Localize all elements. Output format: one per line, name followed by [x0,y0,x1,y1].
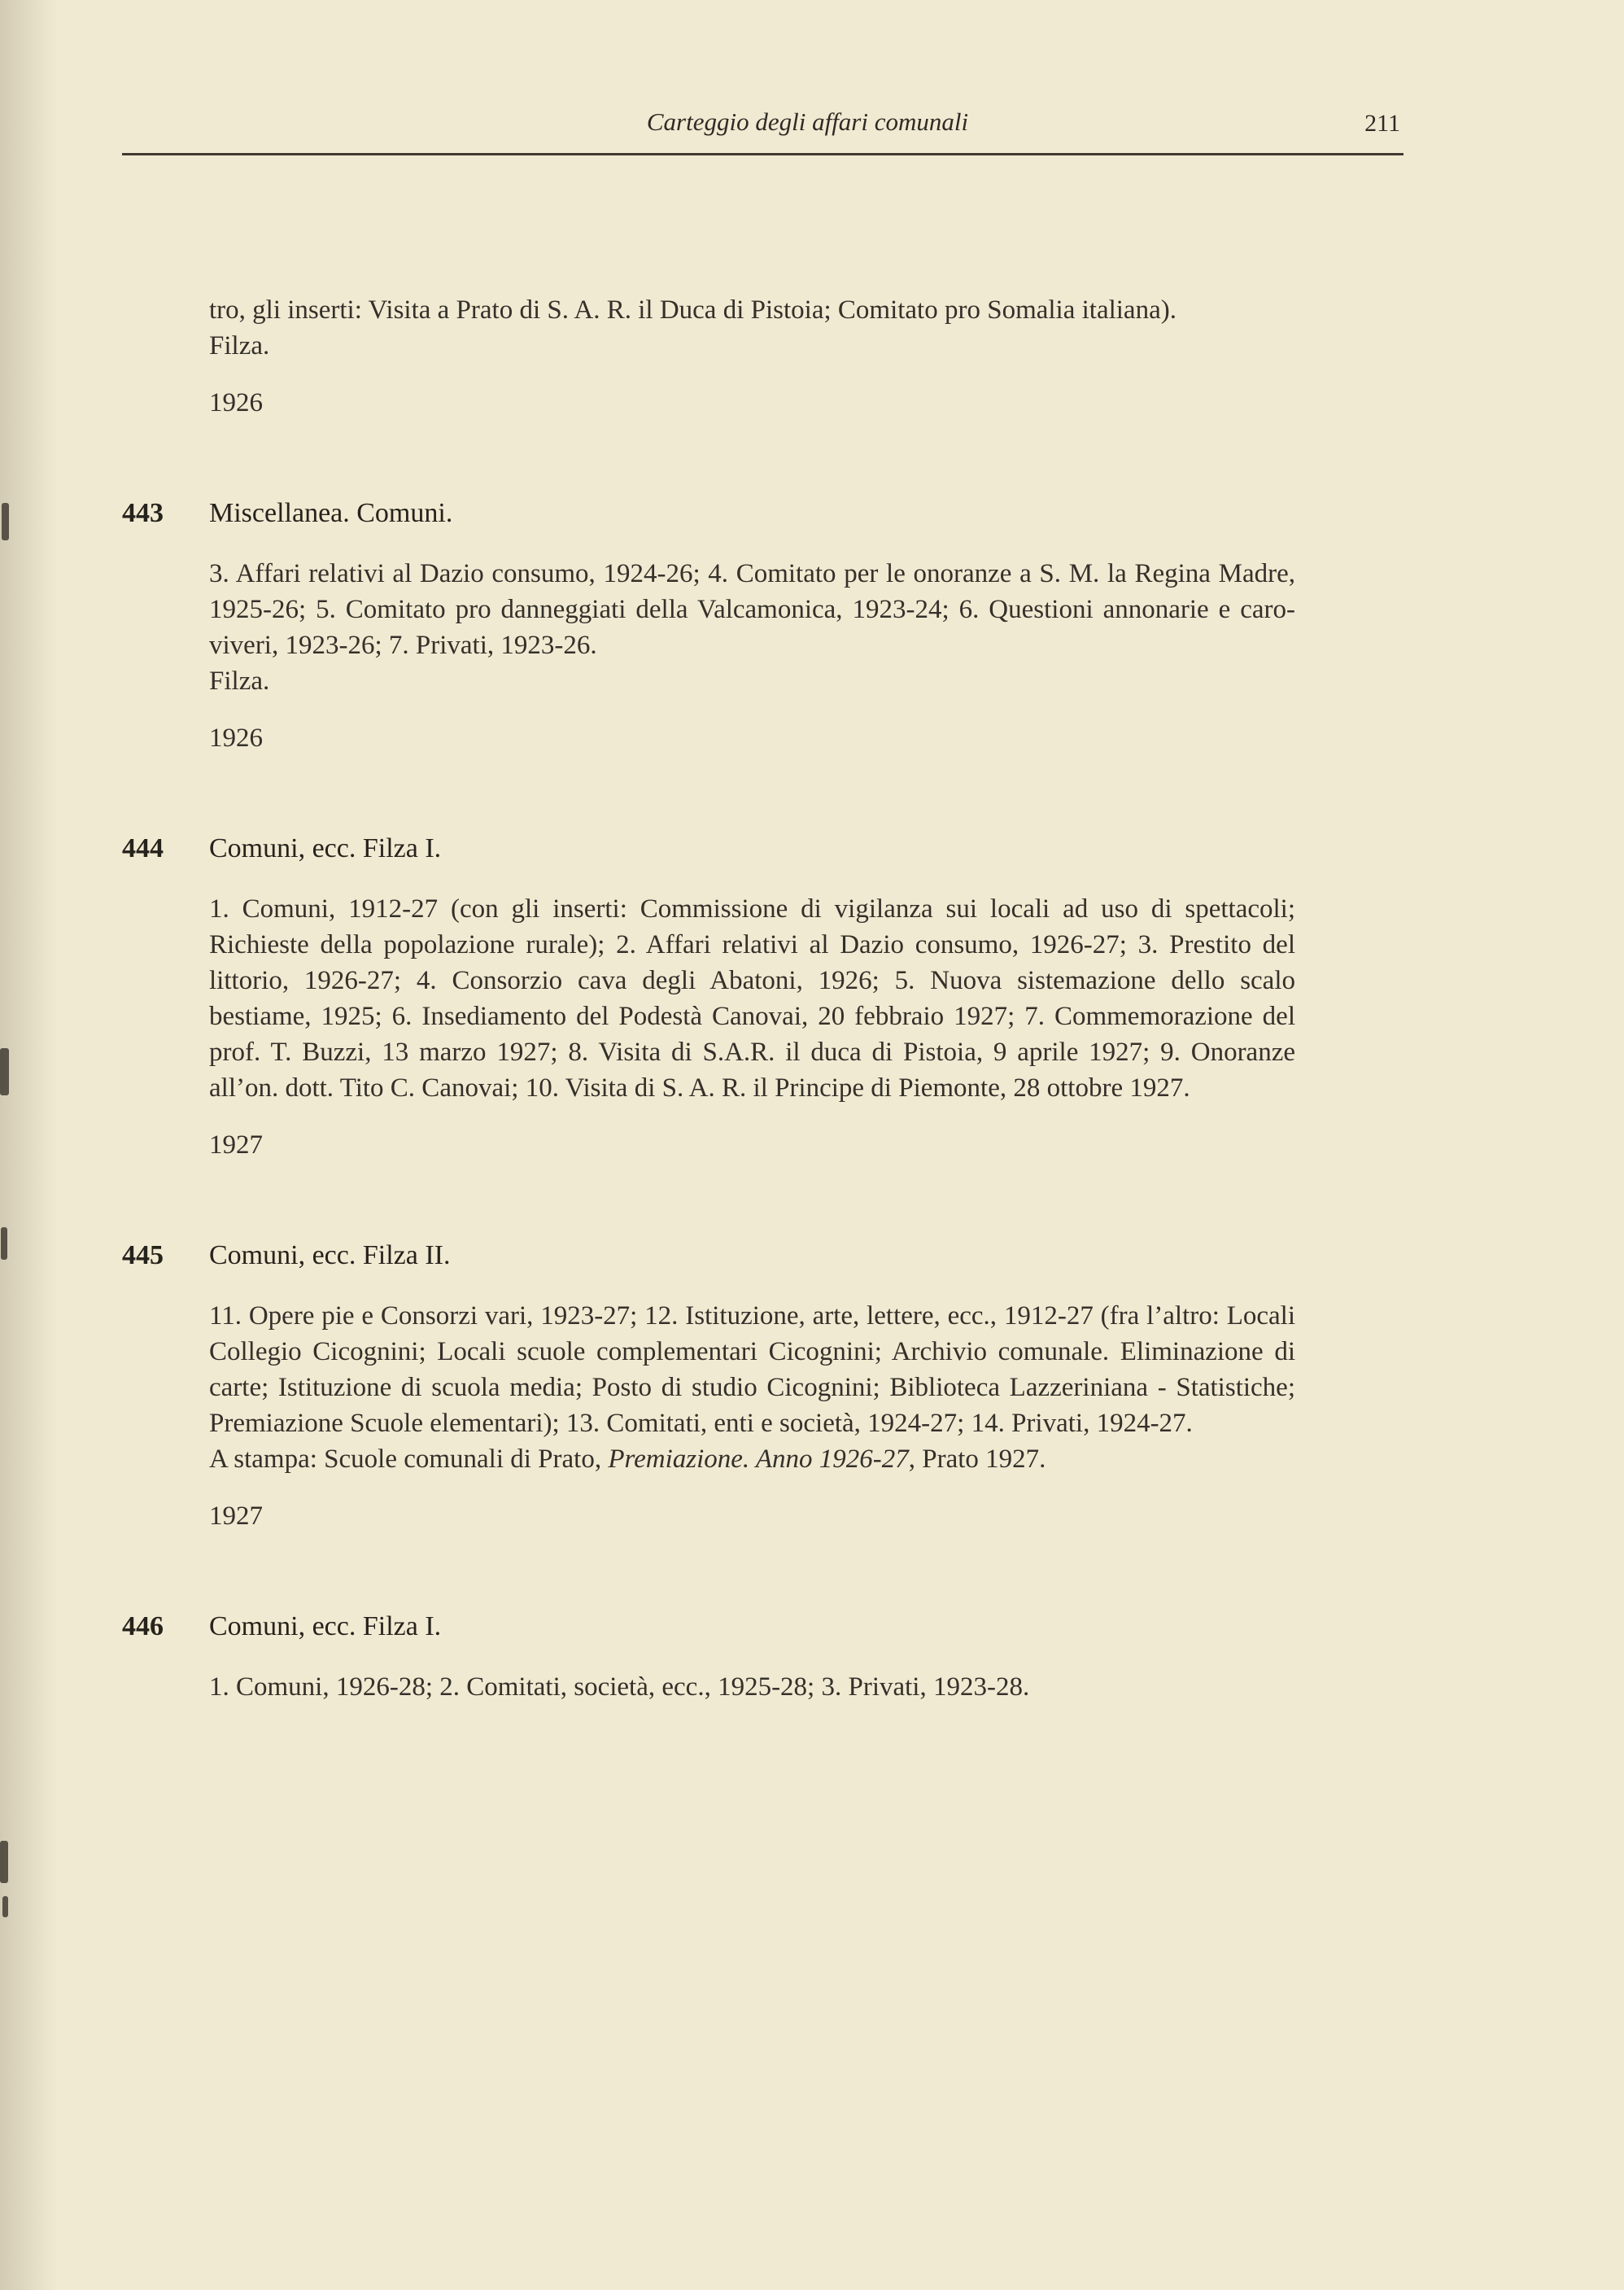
entry-body: 11. Opere pie e Consorzi vari, 1923-27; 12. Istituzione, arte, lettere, ecc., 1912-27 (fra l’altro: Locali Collegio Cicognini; Locali scuole complementari Cicognini; Archivio comunale. Eliminazione di carte; Istituzione di scuola media; Posto di studio Cicognini; Biblioteca Lazzeriniana - Statistiche; Premiazione Scuole elementari); 13. Comitati, enti e società, 1924-27; 14. Privati, 1924-27. [209,1301,1295,1438]
entry-continuation [122,292,1404,421]
page-content [122,106,1404,1705]
printed-note-prefix: A stampa: Scuole comunali di Prato, [209,1444,609,1474]
entry-title: Miscellanea. Comuni. [209,498,453,528]
scan-artifact [2,503,9,540]
entry-main [209,1609,1295,1705]
entry-number: 446 [122,1611,164,1641]
scan-artifact [0,1048,9,1095]
entry-number: 445 [122,1240,164,1270]
entry-number: 444 [122,833,164,863]
entry-title: Comuni, ecc. Filza II. [209,1240,451,1270]
printed-note-suffix: , Prato 1927. [908,1444,1046,1474]
printed-note-italic-title: Premiazione. Anno 1926-27 [608,1444,909,1474]
entry-444 [122,831,1404,1163]
scan-binding-shadow [0,0,57,2290]
entry-body: 1. Comuni, 1912-27 (con gli inserti: Commissione di vigilanza sui locali ad uso di spettacoli; Richieste della popolazione rurale); 2. Affari relativi al Dazio consumo, 1926-27; 3. Prestito del littorio, 1926-27; 4. Consorzio cava degli Abatoni, 1926; 5. Nuova sistemazione dello scalo bestiame, 1925; 6. Insediamento del Podestà Canovai, 20 febbraio 1927; 7. Commemorazione del prof. T. Buzzi, 13 marzo 1927; 8. Visita di S.A.R. il duca di Pistoia, 9 aprile 1927; 9. Onoranze all’on. dott. Tito C. Canovai; 10. Visita di S. A. R. il Principe di Piemonte, 28 ottobre 1927. [209,894,1295,1103]
entry-445 [122,1238,1404,1534]
year-line: 1926 [209,723,263,753]
entry-body: tro, gli inserti: Visita a Prato di S. A. R. il Duca di Pistoia; Comitato pro Somalia italiana). [209,295,1177,325]
page-number: 211 [1364,110,1400,137]
year-line: 1927 [209,1501,263,1531]
entry-main [209,831,1295,1163]
entry-title: Comuni, ecc. Filza I. [209,1611,442,1641]
running-head-title: Carteggio degli affari comunali [646,107,969,136]
scan-artifact [1,1227,7,1260]
year-line: 1927 [209,1130,263,1160]
entry-443 [122,496,1404,756]
format-line: Filza. [209,666,270,696]
entry-main [209,1238,1295,1534]
entry-main [209,496,1295,756]
entry-main [209,292,1295,421]
format-line: Filza. [209,331,270,361]
printed-note-line [209,1441,1295,1477]
entry-number: 443 [122,498,164,528]
entry-title: Comuni, ecc. Filza I. [209,833,442,863]
scan-artifact [0,1841,8,1883]
entry-body: 3. Affari relativi al Dazio consumo, 1924-26; 4. Comitato per le onoranze a S. M. la Regina Madre, 1925-26; 5. Comitato pro danneggiati della Valcamonica, 1923-24; 6. Questioni annonarie e caro-viveri, 1923-26; 7. Privati, 1923-26. [209,559,1295,660]
entry-body: 1. Comuni, 1926-28; 2. Comitati, società, ecc., 1925-28; 3. Privati, 1923-28. [209,1672,1030,1702]
entry-446 [122,1609,1404,1705]
scan-artifact [2,1896,8,1917]
year-line: 1926 [209,388,263,417]
page-header [122,106,1404,155]
